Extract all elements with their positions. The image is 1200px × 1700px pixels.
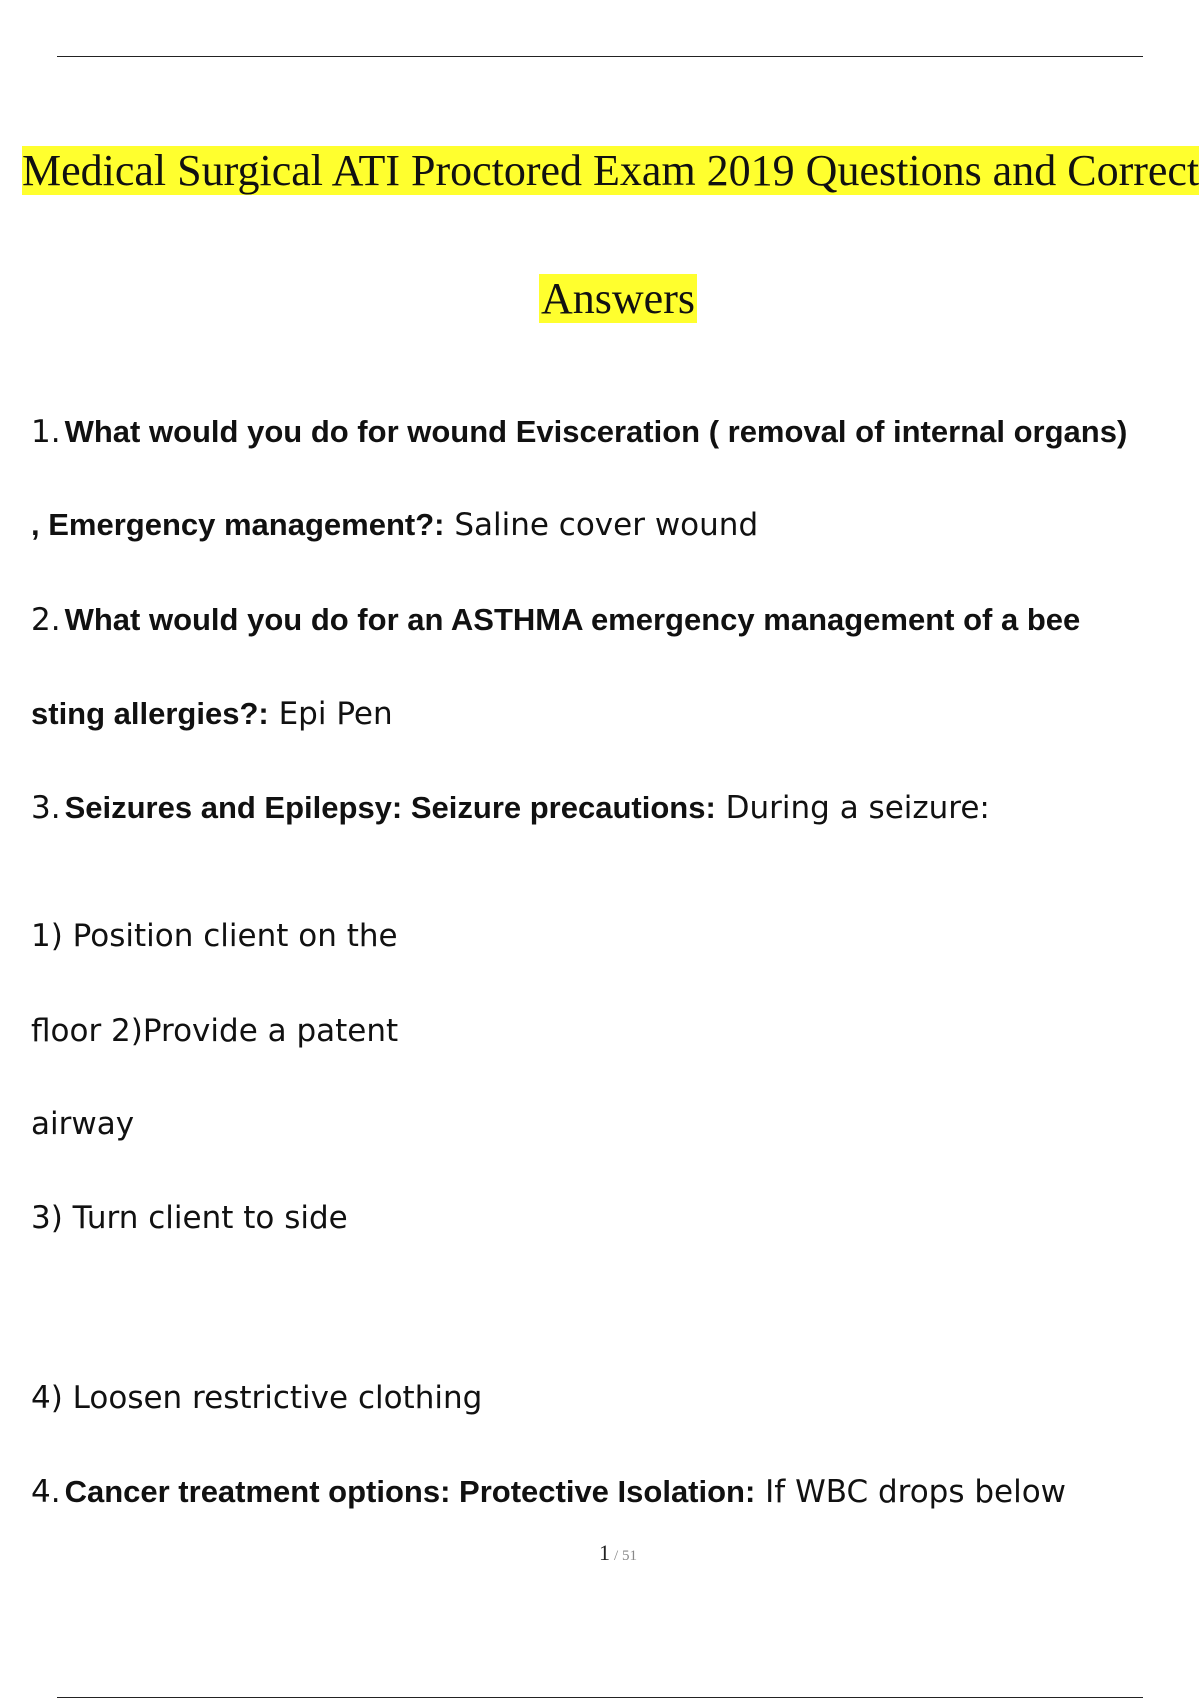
current-page: 1 xyxy=(599,1540,611,1565)
document-subtitle: Answers xyxy=(541,274,695,323)
answer-text: Epi Pen xyxy=(268,696,393,732)
question-text: What would you do for wound Evisceration ( removal of internal organs) xyxy=(64,414,1128,449)
question-2-line-2 xyxy=(31,694,1191,734)
question-text: Seizures and Epilepsy: Seizure precautions: xyxy=(64,790,716,825)
question-number: 2. xyxy=(31,602,61,638)
answer-step: 3) Turn client to side xyxy=(31,1200,348,1236)
answer-step: floor 2)Provide a patent xyxy=(31,1013,399,1049)
question-number: 3. xyxy=(31,790,61,826)
question-1-line-2 xyxy=(31,505,1191,545)
question-text: What would you do for an ASTHMA emergency management of a bee xyxy=(64,602,1081,637)
question-number: 1. xyxy=(31,414,61,450)
question-3-line-1 xyxy=(31,788,1191,828)
answer-step: 4) Loosen restrictive clothing xyxy=(31,1380,483,1416)
document-title: Medical Surgical ATI Proctored Exam 2019 Questions and Correct xyxy=(22,146,1200,195)
question-4-line-1 xyxy=(31,1472,1191,1512)
question-2-line-1 xyxy=(31,600,1191,640)
question-text: , Emergency management?: xyxy=(31,507,445,542)
answer-step: airway xyxy=(31,1106,135,1142)
question-1-line-1 xyxy=(31,412,1191,452)
page-number xyxy=(0,1540,1200,1566)
answer-text: If WBC drops below xyxy=(755,1474,1067,1510)
question-number: 4. xyxy=(31,1474,61,1510)
footer-rule xyxy=(57,1697,1143,1698)
question-text: Cancer treatment options: Protective Isolation: xyxy=(64,1474,756,1509)
answer-step: 1) Position client on the xyxy=(31,918,398,954)
total-pages: / 51 xyxy=(614,1548,637,1564)
header-rule xyxy=(57,56,1143,57)
question-text: sting allergies?: xyxy=(31,696,269,731)
answer-text: Saline cover wound xyxy=(444,507,759,543)
answer-text: During a seizure: xyxy=(715,790,990,826)
